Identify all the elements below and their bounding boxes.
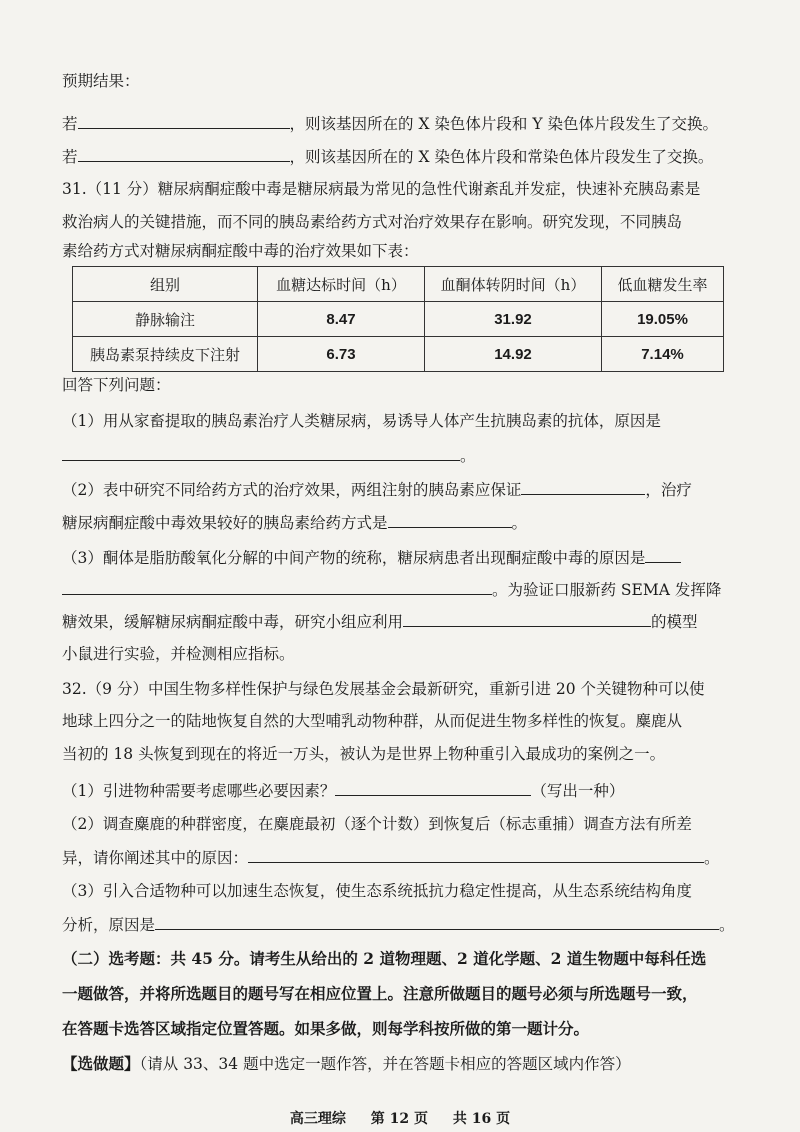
table-cell: 6.73: [258, 337, 425, 372]
q31-sub2-line2: [62, 511, 748, 534]
if-label: 若: [62, 115, 78, 133]
q32-sub3-line2: [62, 913, 748, 936]
table-row: [73, 337, 724, 372]
q31-intro-3: 素给药方式对糖尿病酮症酸中毒的治疗效果如下表：: [62, 242, 419, 260]
elective-choose: [62, 1053, 748, 1075]
q31-sub3-line1: [62, 546, 748, 569]
expected-result-1: [62, 112, 748, 135]
q31-sub3-text: 的模型: [651, 613, 698, 631]
expected-result-1-text: ，则该基因所在的 X 染色体片段和 Y 染色体片段发生了交换。: [289, 115, 718, 133]
q32-sub3-text: 分析，原因是: [62, 916, 156, 934]
q31-sub3-line3: [62, 610, 748, 633]
expected-result-2: [62, 145, 748, 168]
table-cell: 8.47: [258, 302, 425, 337]
answer-prompt: 回答下列问题：: [62, 376, 171, 394]
treatment-results-table: [72, 266, 724, 372]
q31-intro-1: 31.（11 分）糖尿病酮症酸中毒是糖尿病最为常见的急性代谢紊乱并发症，快速补充胰岛素是: [62, 180, 701, 198]
table-cell: 31.92: [425, 302, 602, 337]
if-label: 若: [62, 148, 78, 166]
table-cell: 胰岛素泵持续皮下注射: [73, 337, 258, 372]
footer-total-pages: 共 16 页: [452, 1111, 511, 1127]
table-header: 组别: [73, 267, 258, 302]
answer-blank[interactable]: [62, 578, 492, 595]
q31-sub3-line4: 小鼠进行实验，并检测相应指标。: [62, 645, 295, 663]
elective-choose-label: 【选做题】: [62, 1054, 140, 1073]
q31-sub2-line1: [62, 478, 748, 501]
table-cell: 14.92: [425, 337, 602, 372]
q31-sub3-text: 。为验证口服新药 SEMA 发挥降: [492, 581, 722, 599]
expected-results-heading: 预期结果：: [62, 72, 140, 90]
table-row: [73, 302, 724, 337]
answer-blank[interactable]: [521, 478, 645, 495]
period: 。: [719, 916, 735, 934]
q31-sub1-text: （1）用从家畜提取的胰岛素治疗人类糖尿病，易诱导人体产生抗胰岛素的抗体，原因是: [62, 412, 661, 430]
answer-blank[interactable]: [403, 610, 651, 627]
period: 。: [704, 849, 720, 867]
q31-intro-2: 救治病人的关键措施，而不同的胰岛素给药方式对治疗效果存在影响。研究发现，不同胰岛: [62, 213, 683, 231]
q32-sub1-text: （1）引进物种需要考虑哪些必要因素？: [62, 782, 336, 800]
answer-blank[interactable]: [62, 444, 460, 461]
elective-line-1: （二）选考题：共 45 分。请考生从给出的 2 道物理题、2 道化学题、2 道生物题中每科任选: [62, 949, 707, 968]
answer-blank[interactable]: [335, 779, 531, 796]
q32-intro-2: 地球上四分之一的陆地恢复自然的大型哺乳动物种群，从而促进生物多样性的恢复。麋鹿从: [62, 712, 683, 730]
table-header-row: [73, 267, 724, 302]
q32-sub2-line1: （2）调查麋鹿的种群密度，在麋鹿最初（逐个计数）到恢复后（标志重捕）调查方法有所差: [62, 815, 692, 833]
footer-page-number: 第 12 页: [370, 1111, 428, 1127]
answer-blank[interactable]: [248, 846, 704, 863]
q32-intro-1: 32.（9 分）中国生物多样性保护与绿色发展基金会最新研究，重新引进 20 个关键物种可以使: [62, 680, 705, 698]
elective-line-3: 在答题卡选答区域指定位置答题。如果多做，则每学科按所做的第一题计分。: [62, 1019, 590, 1038]
table-header: 血酮体转阴时间（h）: [425, 267, 602, 302]
q31-sub1-answer: [62, 444, 748, 467]
period: 。: [511, 514, 528, 532]
elective-line-2: 一题做答，并将所选题目的题号写在相应位置上。注意所做题目的题号必须与所选题号一致，: [62, 984, 698, 1003]
footer-subject: 高三理综: [289, 1111, 346, 1127]
q32-sub2-text: 异，请你阐述其中的原因：: [62, 849, 249, 867]
table-cell: 7.14%: [602, 337, 724, 372]
q31-sub2-text: 糖尿病酮症酸中毒效果较好的胰岛素给药方式是: [62, 514, 388, 532]
q32-intro-3: 当初的 18 头恢复到现在的将近一万头，被认为是世界上物种重引入最成功的案例之一。: [62, 745, 666, 763]
elective-choose-text: （请从 33、34 题中选定一题作答，并在答题卡相应的答题区域内作答）: [139, 1055, 631, 1073]
table-cell: 静脉输注: [73, 302, 258, 337]
q32-sub1: [62, 779, 748, 802]
q31-sub2-suffix: ，治疗: [645, 481, 692, 499]
q32-sub1-hint: （写出一种）: [531, 782, 625, 800]
answer-blank[interactable]: [78, 112, 290, 129]
table-header: 血糖达标时间（h）: [258, 267, 425, 302]
q32-sub3-line1: （3）引入合适物种可以加速生态恢复，使生态系统抵抗力稳定性提高，从生态系统结构角度: [62, 882, 692, 900]
expected-result-2-text: ，则该基因所在的 X 染色体片段和常染色体片段发生了交换。: [289, 148, 714, 166]
answer-blank[interactable]: [78, 145, 290, 162]
table-cell: 19.05%: [602, 302, 724, 337]
q31-sub3-text: （3）酮体是脂肪酸氧化分解的中间产物的统称，糖尿病患者出现酮症酸中毒的原因是: [62, 549, 646, 567]
answer-blank[interactable]: [155, 913, 719, 930]
answer-blank[interactable]: [388, 511, 512, 528]
q31-sub3-line2: [62, 578, 748, 601]
page-footer: [0, 1108, 800, 1128]
q31-sub3-text: 糖效果，缓解糖尿病酮症酸中毒，研究小组应利用: [62, 613, 404, 631]
q31-sub2-text: （2）表中研究不同给药方式的治疗效果，两组注射的胰岛素应保证: [62, 481, 522, 499]
q32-sub2-line2: [62, 846, 748, 869]
table-header: 低血糖发生率: [602, 267, 724, 302]
period: 。: [460, 447, 476, 465]
answer-blank[interactable]: [645, 546, 681, 563]
